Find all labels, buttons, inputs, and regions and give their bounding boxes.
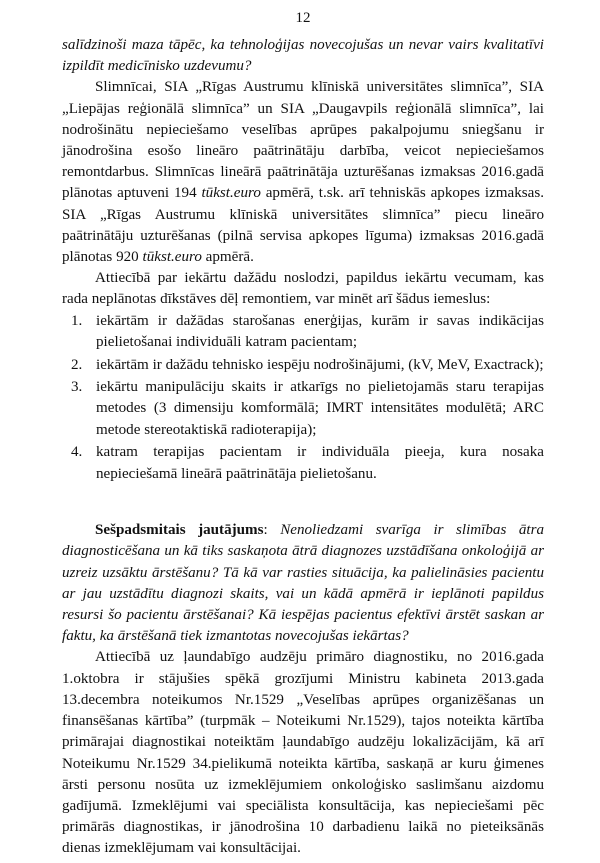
list-item-text: iekārtu manipulāciju skaits ir atkarīgs no pielietojamās staru terapijas metodes (3 dimensiju komformālā; IMRT intensitātes modulētā; ARC metode stereotaktiskā radioterapija); <box>96 379 544 438</box>
hospitals-text-1: Slimnīcai, SIA „Rīgas Austrumu klīniskā universitātes slimnīca”, SIA „Liepājas reģionālā slimnīca” un SIA „Daugavpils reģionālā slimnīca”, lai nodrošinātu nepieciešamo veselības aprūpes pakalpojumu sniegšanu ir jānodrošina esošo lineāro paātrinātāju darbība, veicot nepieciešamos remontdarbus. Slimnīcas lineārā paātrinātāja uzturēšanas izmaksas 2016.gadā plānotas aptuveni 194 <box>62 79 544 202</box>
list-item-number: 1. <box>71 312 83 329</box>
list-item-text: katram terapijas pacientam ir individuāla pieeja, kura nosaka nepieciešamā lineārā paātrinātāja pielietošanu. <box>96 444 544 482</box>
unit-label: tūkst.euro <box>142 249 202 266</box>
hospitals-text-2: apmērā, t.sk. arī tehniskās apkopes izmaksas. SIA „Rīgas Austrumu klīniskā universitātes slimnīca” piecu lineāro paātrinātāju uzturēšanas (pilnā servisa apkopes līguma) izmaksas 2016.gadā plānotas 920 <box>62 185 545 266</box>
list-item <box>62 442 544 484</box>
list-item <box>62 377 544 441</box>
list-item-number: 4. <box>71 444 83 461</box>
question-16 <box>62 520 544 647</box>
paragraph-load: Attiecībā par iekārtu dažādu noslodzi, papildus iekārtu vecumam, kas rada neplānotas dīkstāves dēļ remontiem, var minēt arī šādus iemeslus: <box>62 270 544 308</box>
question-text: Nenoliedzami svarīga ir slimības ātra diagnosticēšana un kā tiks saskaņota ātrā diagnozes uzstādīšana onkoloģijā ar uzreiz uzsāktu ārstēšanu? Tā kā var rasties situācija, ka palielināsies pacientu ar jau uzstādītu diagnozi skaits, vai un kādā apmērā ir ieplānoti papildus resursi šo pacientu ārstēšanai? Kā iespējas pacientus efektīvi ārstēt saskan ar faktu, ka ārstēšanā tiek izmantotas novecojušas iekārtas? <box>62 522 544 645</box>
list-item-number: 2. <box>71 356 83 373</box>
list-item-text: iekārtām ir dažādas starošanas enerģijas, kurām ir savas indikācijas pielietošanai individuāli katram pacientam; <box>96 312 544 350</box>
reasons-list <box>62 311 544 485</box>
list-item-number: 3. <box>71 379 83 396</box>
list-item <box>62 311 544 353</box>
paragraph-hospitals <box>62 77 544 268</box>
section-spacer <box>62 486 544 520</box>
answer-16: Attiecībā uz ļaundabīgo audzēju primāro diagnostiku, no 2016.gada 1.oktobra ir stājušies spēkā grozījumi Ministru kabineta 2013.gada 13.decembra noteikumos Nr.1529 „Veselības aprūpes organizēšanas un finansēšanas kārtība” (turpmāk – Noteikumi Nr.1529), tajos noteikta kārtība primārajai diagnostikai noteiktām ļaundabīgo audzēju lokalizācijām, kā arī Noteikumu Nr.1529 34.pielikumā noteikta kārtība, saskaņā ar kuru ģimenes ārsti personu nosūta uz izmeklējumiem onkoloģisko saslimšanu aizdomu gadījumā. Izmeklējumi vai speciālista konsultācija, kas nepieciešami pēc primārās diagnostikas, ir jānodrošina 10 darbadienu laikā no pieteiksānās dienas izmeklējumam vai konsultācijai. <box>62 649 544 857</box>
hospitals-text-3: apmērā. <box>201 249 254 266</box>
question-label: Sešpadsmitais jautājums <box>95 522 264 539</box>
question-separator: : <box>263 522 281 539</box>
unit-label: tūkst.euro <box>201 185 261 202</box>
document-page <box>62 8 544 860</box>
list-item-text: iekārtām ir dažādu tehnisko iespēju nodrošinājumi, (kV, MeV, Exactrack); <box>96 356 544 373</box>
list-item <box>62 355 544 376</box>
question-continuation: salīdzinoši maza tāpēc, ka tehnoloģijas novecojušas un nevar vairs kvalitatīvi izpildīt medicīnisko uzdevumu? <box>62 37 544 75</box>
page-number: 12 <box>295 10 311 26</box>
